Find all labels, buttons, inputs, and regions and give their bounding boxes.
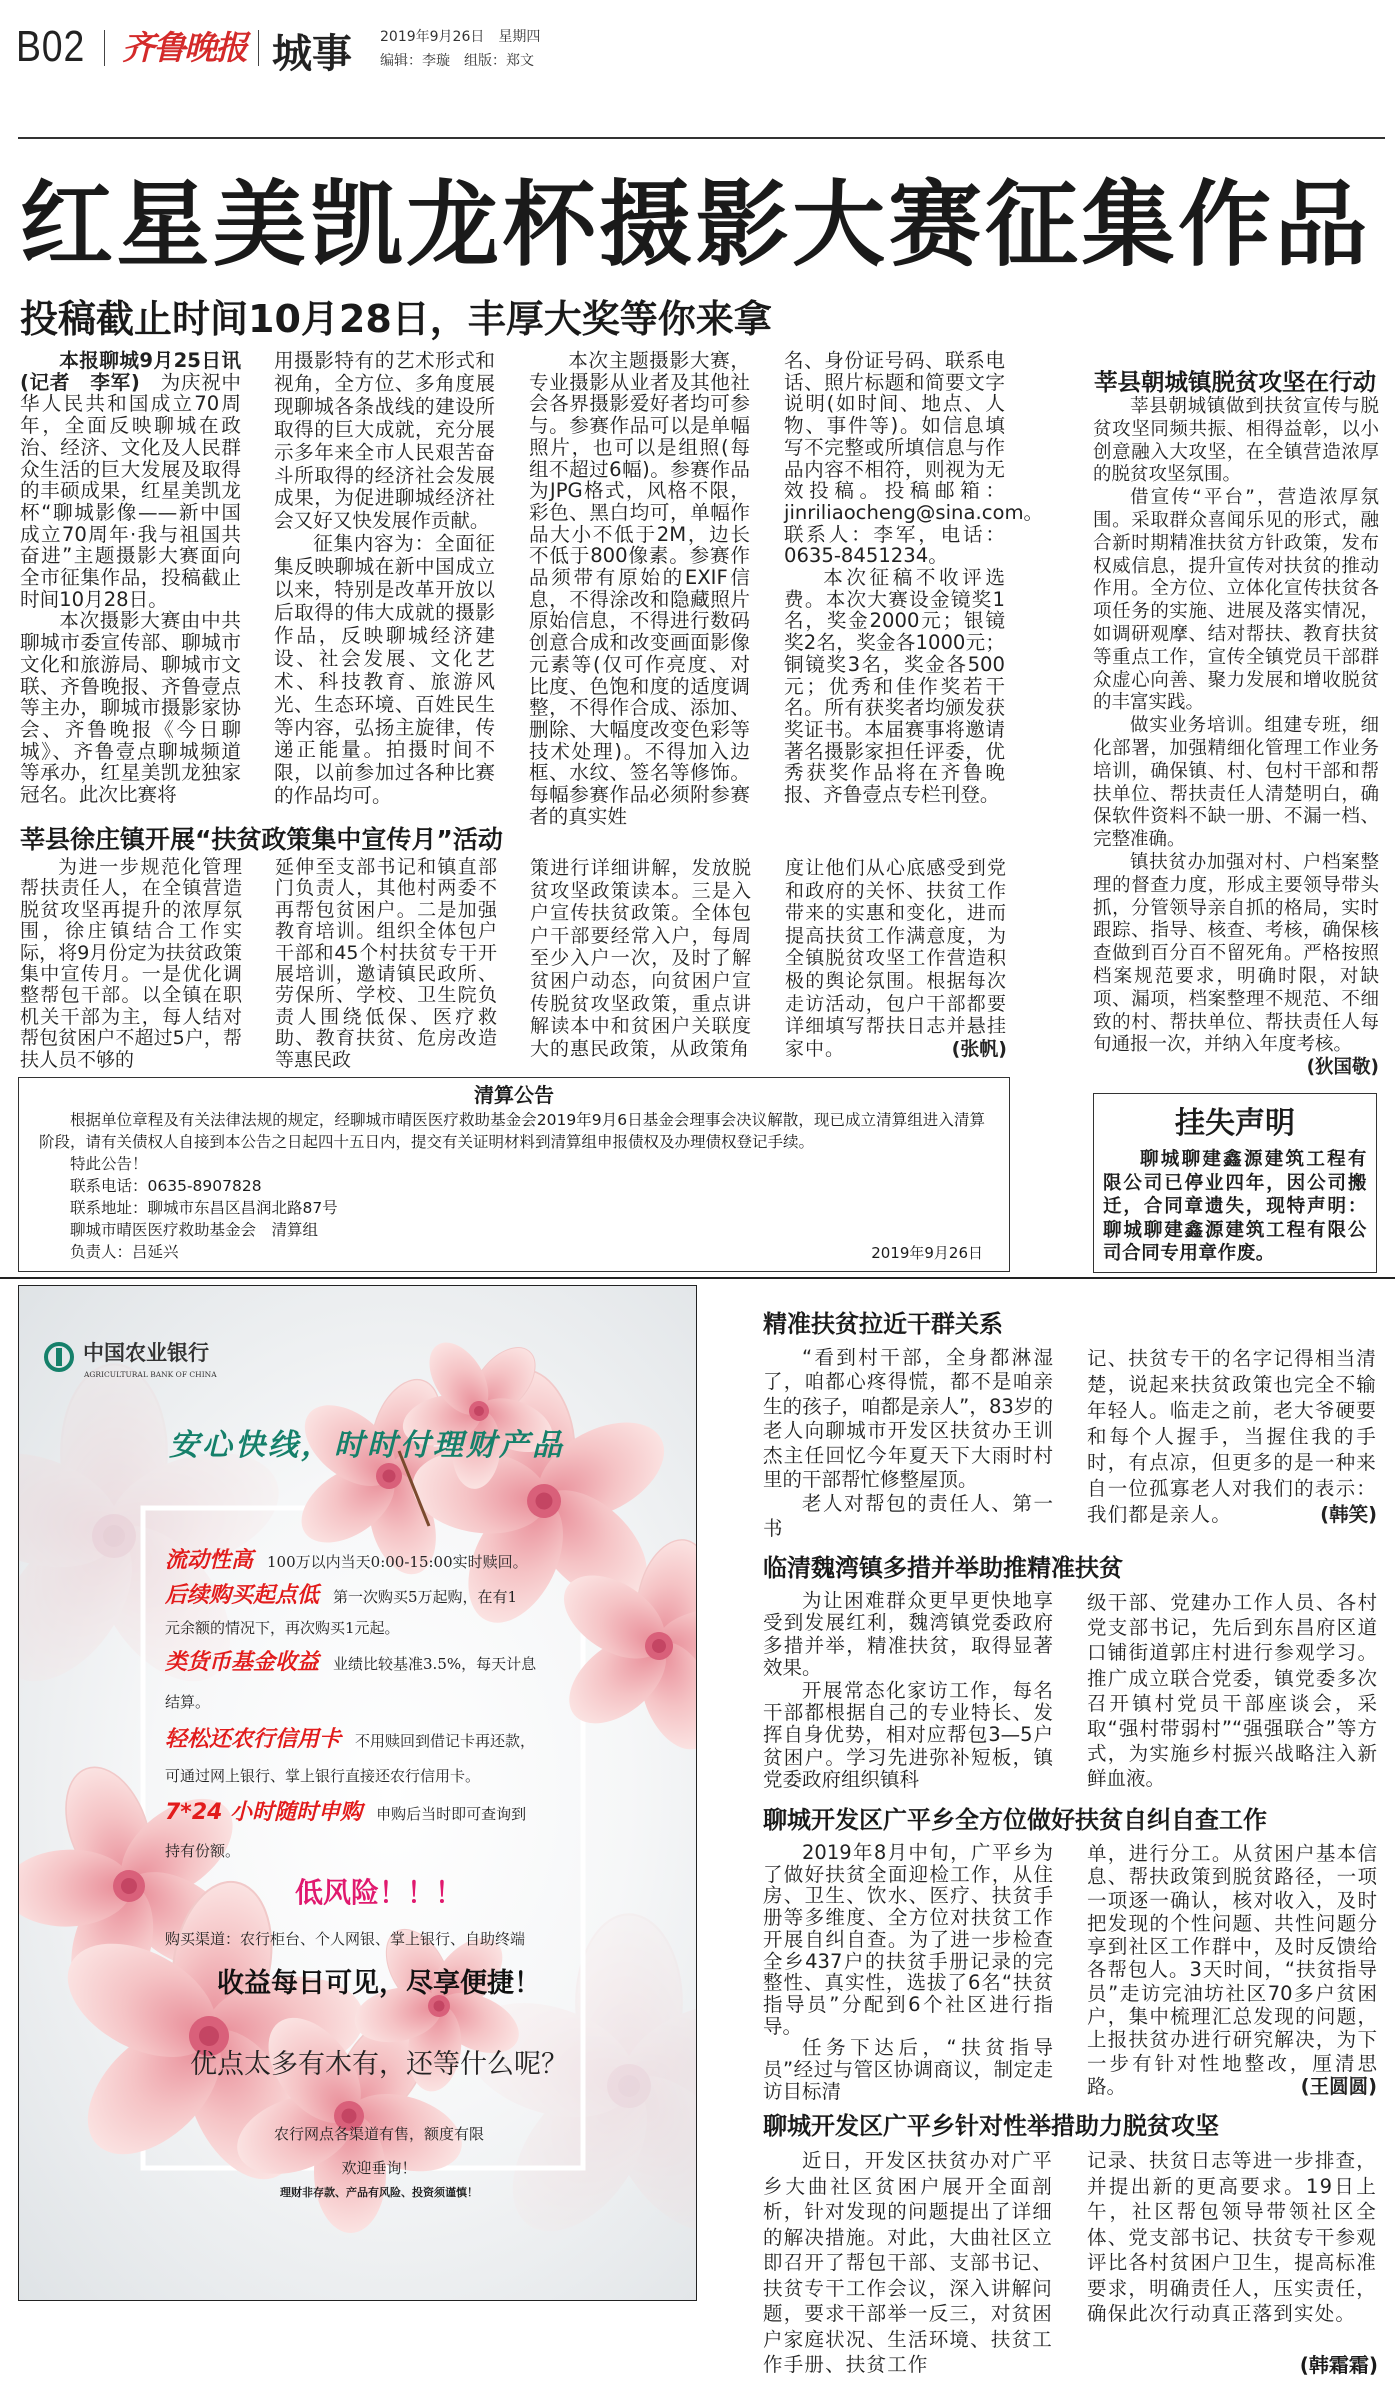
jingzhun-column-1	[763, 1346, 1053, 1541]
paragraph: 记录、扶贫日志等进一步排查，并提出新的更高要求。19日上午，社区帮包领导带领社区全体、党支部书记、扶贫专干参观评比各村贫困户卫生，提高标准要求，明确责任人，压实责任，确保此次行动真正落到实处。	[1087, 2149, 1377, 2325]
ad-welcome: 欢迎垂询！	[341, 2159, 417, 2177]
paragraph: 征集内容为：全面征集反映聊城在新中国成立以来，特别是改革开放以后取得的伟大成就的摄影作品，反映聊城经济建设、社会发展、文化艺术、科技教育、旅游风光、生态环境、百姓民生等内容，弘扬主旋律，传递正能量。拍摄时间不限，以前参加过各种比赛的作品均可。	[274, 532, 495, 808]
notice-body	[39, 1109, 985, 1263]
lead-headline: 红星美凯龙杯摄影大赛征集作品	[20, 171, 1371, 279]
jingzhun-column-2	[1087, 1346, 1377, 1528]
paragraph: 延伸至支部书记和镇直部门负责人，其他村两委不再帮包贫困户。二是加强教育培训。组织全体包户干部和45个村扶贫专干开展培训，邀请镇民政所、劳保所、学校、卫生院负责人围绕低保、医疗救助、教育扶贫、危房改造等惠民政	[275, 856, 497, 1071]
chaocheng-body	[1093, 396, 1379, 1080]
weiwan-column-1	[763, 1590, 1053, 1792]
feature-text: 业绩比较基准3.5%，每天计息	[333, 1655, 537, 1673]
paragraph: 名、身份证号码、联系电话、照片标题和简要文字说明(如时间、地点、人物、事件等)。如信息填写不完整或所填信息与作品内容不相符，则视为无效投稿。投稿邮箱：jinriliaocheng@sina.com。联系人：李军，电话：0635-8451234。	[784, 349, 1044, 568]
paragraph-text: 为庆祝中华人民共和国成立70周年，全面反映聊城在政治、经济、文化及人民群众生活的巨大发展及取得的丰硕成果，红星美凯龙杯“聊城影像——新中国成立70周年·我与祖国共奋进”主题摄影大赛面向全市征集作品，投稿截止时间10月28日。	[20, 370, 241, 611]
paragraph: 莘县朝城镇做到扶贫宣传与脱贫攻坚同频共振、相得益彰，以小创意融入大攻坚，在全镇营造浓厚的脱贫攻坚氛围。	[1093, 396, 1379, 486]
paragraph: 开展常态化家访工作，每名干部都根据自己的专业特长、发挥自身优势，相对应帮包3—5户贫困户。学习先进弥补短板，镇党委政府组织镇科	[763, 1678, 1053, 1792]
notice-address: 联系地址：聊城市东昌区昌润北路87号	[70, 1199, 338, 1217]
section-name: 城事	[272, 31, 352, 77]
paragraph: 2019年8月中旬，广平乡为了做好扶贫全面迎检工作，从住房、卫生、饮水、医疗、扶贫手册等多维度、全方位对扶贫工作开展自纠自查。为了进一步检查全乡437户的扶贫手册记录的完整性、真实性，选拔了6名“扶贫指导员”分配到6个社区进行指导。	[763, 1841, 1053, 2038]
feature-text-cont: 元余额的情况下，再次购买1元起。	[165, 1619, 400, 1637]
notice-paragraph: 根据单位章程及有关法律法规的规定，经聊城市晴医医疗救助基金会2019年9月6日基金会理事会决议解散，现已成立清算组进入清算阶段，请有关债权人自接到本公告之日起四十五日内，提交有关证明材料到清算组申报债权及办理债权登记手续。	[39, 1111, 985, 1151]
guangping-targeted-headline: 聊城开发区广平乡针对性举措助力脱贫攻坚	[763, 2112, 1219, 2140]
purchase-channels: 购买渠道：农行柜台、个人网银、掌上银行、自助终端	[165, 1930, 526, 1948]
feature-item	[165, 1726, 535, 1755]
paragraph: 本次主题摄影大赛，专业摄影从业者及其他社会各界摄影爱好者均可参与。参赛作品可以是单幅照片，也可以是组照(每组不超过6幅)。参赛作品为JPG格式，风格不限，彩色、黑白均可，单幅作品大小不低于2M，边长不低于800像素。参赛作品须带有原始的EXIF信息，不得涂改和隐藏照片原始信息，不得进行数码创意合成和改变画面影像元素等(仅可作亮度、对比度、色饱和度的适度调整，不得作合成、添加、删除、大幅度改变色彩等技术处理)。不得加入边框、水纹、签名等修饰。每幅参赛作品必须附参赛者的真实姓	[529, 349, 750, 828]
feature-text-cont: 结算。	[165, 1693, 211, 1711]
ad-disclaimer: 理财非存款、产品有风险、投资须谨慎！	[280, 2186, 478, 2199]
paragraph: 本次征稿不收评选费。本次大赛设金镜奖1名，奖金2000元；银镜奖2名，奖金各1000元；铜镜奖3名，奖金各500元；优秀和佳作奖若干名。所有获奖者均颁发获奖证书。本届赛事将邀请著名摄影家担任评委，优秀获奖作品将在齐鲁晚报、齐鲁壹点专栏刊登。	[784, 566, 1005, 807]
guangping-selfcheck-column-2	[1087, 1842, 1377, 2098]
issue-date: 2019年9月26日 星期四	[380, 29, 541, 45]
feature-label: 7*24 小时随时申购	[165, 1800, 363, 1825]
paragraph	[1087, 1346, 1377, 1528]
paragraph: 为让困难群众更早更快地享受到发展红利，魏湾镇党委政府多措并举，精准扶贫，取得显著效果。	[763, 1589, 1053, 1680]
ad-tagline: 收益每日可见，尽享便捷！	[217, 1968, 541, 1999]
lead-column-4	[784, 349, 1044, 807]
page-number: B02	[16, 22, 86, 71]
paragraph-text: 度让他们从心底感受到党和政府的关怀、扶贫工作带来的实惠和变化，进而提高扶贫工作满意度，为全镇脱贫攻坚工作营造积极的舆论氛围。根据每次走访活动，包户干部都要详细填写帮扶日志并悬挂家中。	[785, 857, 1007, 1060]
weiwan-column-2	[1087, 1590, 1377, 1792]
feature-item	[165, 1799, 526, 1828]
paragraph	[785, 857, 1007, 1060]
ad-availability: 农行网点各渠道有售，额度有限	[273, 2125, 484, 2143]
byline: (韩霜霜)	[1299, 2353, 1378, 2377]
notice-date: 2019年9月26日	[871, 1244, 983, 1262]
notice-phone: 联系电话：0635-8907828	[70, 1177, 262, 1195]
paragraph: 任务下达后，“扶贫指导员”经过与管区协调商议，制定走访目标清	[763, 2036, 1053, 2103]
feature-item	[165, 1547, 528, 1576]
guangping-selfcheck-column-1	[763, 1842, 1053, 2102]
guangping-targeted-column-2	[1087, 2148, 1377, 2327]
feature-label: 轻松还农行信用卡	[165, 1727, 342, 1752]
lead-column-1	[20, 350, 241, 806]
paragraph: 借宣传“平台”，营造浓厚氛围。采取群众喜闻乐见的形式，融合新时期精准扶贫方针政策，发布权威信息，提升宣传对扶贫的推动作用。全方位、立体化宣传扶贫各项任务的实施、进展及落实情况，如调研观摩、结对帮扶、教育扶贫等重点工作，宣传全镇党员干部群众虚心向善、聚力发展和增收脱贫的丰富实践。	[1093, 487, 1379, 714]
bank-name: 中国农业银行	[83, 1340, 209, 1365]
feature-text-cont: 持有份额。	[165, 1842, 241, 1860]
paragraph: 做实业务培训。组建专班，细化部署，加强精细化管理工作业务培训，确保镇、村、包村干部和帮扶单位、帮扶责任人清楚明白，确保软件资料不缺一册、不漏一档、完整准确。	[1093, 715, 1379, 851]
feature-text: 第一次购买5万起购，在有1	[333, 1588, 518, 1606]
bank-advertisement	[18, 1285, 697, 2301]
lead-paragraph	[20, 350, 241, 610]
feature-label: 流动性高	[165, 1548, 254, 1573]
notice-contact: 负责人：吕延兴	[70, 1243, 179, 1261]
paragraph-text: 单，进行分工。从贫困户基本信息、帮扶政策到脱贫路径，一项一项逐一确认，核对收入，及时把发现的个性问题、共性问题分享到社区工作群中，及时反馈给各帮包人。3天时间，“扶贫指导员”走访完油坊社区70多户贫困户，集中梳理汇总发现的问题，上报扶贫办进行研究解决，为下一步有针对性地整改，厘清思路。	[1087, 1842, 1377, 2098]
notice-org: 聊城市晴医医疗救助基金会 清算组	[70, 1221, 319, 1239]
feature-text: 不用赎回到借记卡再还款，	[355, 1732, 536, 1750]
low-risk-label: 低风险！！！	[294, 1876, 463, 1909]
byline: (王圆圆)	[1300, 2074, 1377, 2098]
paragraph: 近日，开发区扶贫办对广平乡大曲社区贫困户展开全面剖析，针对发现的问题提出了详细的解决措施。对此，大曲社区立即召开了帮包干部、支部书记、扶贫专干工作会议，深入讲解问题，要求干部举一反三，对贫困户家庭状况、生活环境、扶贫工作手册、扶贫工作	[763, 2149, 1053, 2376]
header-divider	[258, 30, 259, 66]
section-rule	[0, 1277, 1395, 1279]
xuzhuang-column-2	[275, 857, 497, 1071]
xuzhuang-column-1	[20, 857, 242, 1071]
paragraph-text: 镇扶贫办加强对村、户档案整理的督查力度，形成主要领导带头抓，分管领导亲自抓的格局，实时跟踪、指导、核查、考核，确保核查做到百分百不留死角。严格按照档案规范要求，明确时限，对缺项、漏项，档案整理不规范、不细致的村、帮扶单位、帮扶责任人每旬通报一次，并纳入年度考核。	[1093, 851, 1379, 1056]
xuzhuang-column-4	[785, 857, 1007, 1060]
bank-logo-icon	[44, 1342, 74, 1372]
guangping-selfcheck-headline: 聊城开发区广平乡全方位做好扶贫自纠自查工作	[763, 1806, 1267, 1834]
weiwan-headline: 临清魏湾镇多措并举助推精准扶贫	[763, 1554, 1123, 1582]
feature-item	[165, 1649, 536, 1678]
xuzhuang-column-3	[530, 857, 752, 1060]
feature-text: 申购后当时即可查询到	[376, 1805, 527, 1823]
chaocheng-headline: 莘县朝城镇脱贫攻坚在行动	[1094, 368, 1376, 396]
paragraph: 策进行详细讲解，发放脱贫攻坚政策读本。三是入户宣传扶贫政策。全体包户干部要经常入户，每周至少入户一次，及时了解贫困户动态，向贫困户宣传脱贫攻坚政策，重点讲解读本中和贫困户关联度大的惠民政策，从政策角	[530, 857, 752, 1060]
lead-column-3	[529, 350, 750, 827]
paragraph: 本次摄影大赛由中共聊城市委宣传部、聊城市文化和旅游局、聊城市文联、齐鲁晚报、齐鲁壹点等主办，聊城市摄影家协会、齐鲁晚报《今日聊城》、齐鲁壹点聊城频道等承办，红星美凯龙独家冠名。此次比赛将	[20, 609, 241, 807]
dateline: 本报聊城9月25日讯(记者 李军)	[20, 349, 241, 394]
header-divider	[104, 30, 105, 66]
ad-slogan: 安心快线，时时付理财产品	[169, 1428, 565, 1463]
jingzhun-headline: 精准扶贫拉近干群关系	[763, 1310, 1003, 1338]
lost-notice	[1093, 1093, 1377, 1273]
lead-column-2	[274, 350, 495, 808]
paragraph-text: 记、扶贫专干的名字记得相当清楚，说起来扶贫政策也完全不输年轻人。临走之前，老大爷硬要和每个人握手，当握住我的手时，有点凉，但更多的是一种来自一位孤寡老人对我们的表示：我们都是亲人。	[1087, 1347, 1377, 1526]
byline: (狄国敬)	[1306, 1057, 1379, 1079]
lost-notice-title: 挂失声明	[1175, 1106, 1295, 1141]
guangping-targeted-column-1	[763, 2148, 1053, 2378]
ad-question: 优点太多有木有，还等什么呢？	[190, 2049, 568, 2080]
feature-label: 后续购买起点低	[165, 1583, 320, 1608]
newspaper-logo: 齐鲁晚报	[122, 28, 246, 67]
paragraph: 老人对帮包的责任人、第一书	[763, 1492, 1053, 1540]
lead-subheadline: 投稿截止时间10月28日，丰厚大奖等你来拿	[20, 297, 772, 341]
liquidation-notice	[18, 1077, 1010, 1272]
feature-text-cont: 可通过网上银行、掌上银行直接还农行信用卡。	[165, 1767, 481, 1785]
lost-notice-body: 聊城聊建鑫源建筑工程有限公司已停业四年，因公司搬迁，合同章遗失，现特声明：聊城聊建鑫源建筑工程有限公司合同专用章作废。	[1103, 1149, 1367, 1264]
editor-credits: 编辑：李璇 组版：郑文	[380, 53, 534, 69]
paragraph: 用摄影特有的艺术形式和视角，全方位、多角度展现聊城各条战线的建设所取得的巨大成就，充分展示多年来全市人民艰苦奋斗所取得的经济社会发展成果，为促进聊城经济社会又好又快发展作贡献。	[274, 349, 495, 533]
feature-item	[165, 1582, 517, 1611]
header-rule	[18, 137, 1385, 139]
paragraph	[1087, 1842, 1377, 2098]
byline: (张帆)	[951, 1037, 1007, 1060]
feature-label: 类货币基金收益	[165, 1650, 320, 1675]
notice-closing: 特此公告！	[70, 1155, 148, 1173]
notice-title: 清算公告	[474, 1083, 554, 1107]
paragraph: “看到村干部，全身都淋湿了，咱都心疼得慌，都不是咱亲生的孩子，咱都是亲人”，83岁的老人向聊城市开发区扶贫办王训杰主任回忆今年夏天下大雨时村里的干部帮忙修整屋顶。	[763, 1346, 1053, 1492]
byline: (韩笑)	[1320, 1503, 1377, 1526]
paragraph: 级干部、党建办工作人员、各村党支部书记，先后到东昌府区道口铺街道郭庄村进行参观学习。推广成立联合党委，镇党委多次召开镇村党员干部座谈会，采取“强村带弱村”“强强联合”等方式，为实施乡村振兴战略注入新鲜血液。	[1087, 1591, 1377, 1791]
paragraph	[1093, 851, 1379, 1079]
bank-name-en: AGRICULTURAL BANK OF CHINA	[84, 1370, 217, 1379]
xuzhuang-headline: 莘县徐庄镇开展“扶贫政策集中宣传月”活动	[20, 825, 503, 854]
paragraph: 为进一步规范化管理帮扶责任人，在全镇营造脱贫攻坚再提升的浓厚氛围，徐庄镇结合工作实际，将9月份定为扶贫政策集中宣传月。一是优化调整帮包干部。以全镇在职机关干部为主，每人结对帮包贫困户不超过5户，帮扶人员不够的	[20, 856, 242, 1071]
feature-text: 100万以内当天0:00-15:00实时赎回。	[267, 1553, 528, 1571]
